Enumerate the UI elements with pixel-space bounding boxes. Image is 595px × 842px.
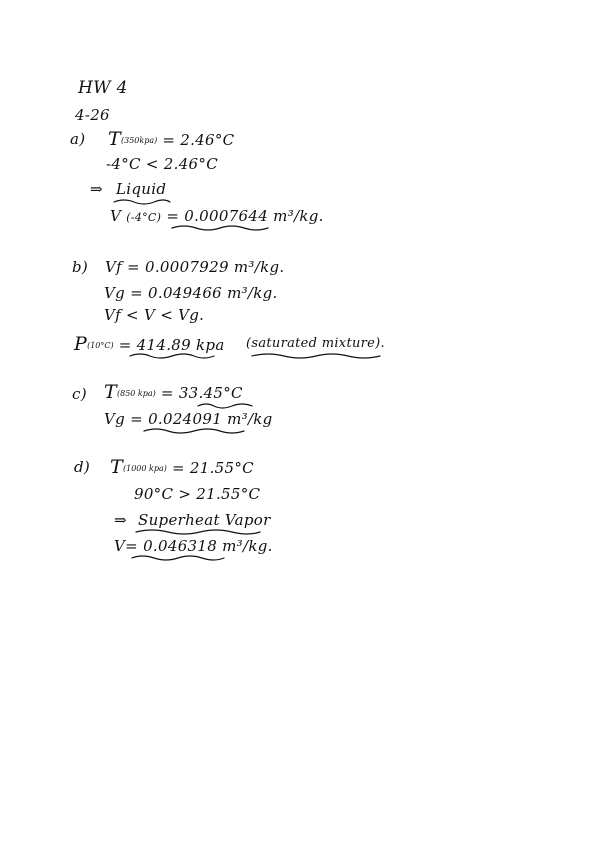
t-symbol: T (110, 456, 123, 478)
t-subscript: (850 kpa) (116, 389, 156, 398)
part-b-label: b) (72, 258, 89, 276)
v-value: 0.046318 (143, 537, 218, 555)
t-symbol: T (108, 128, 121, 150)
homework-title: HW 4 (78, 78, 128, 98)
part-c-vg-underline (142, 427, 246, 435)
v-symbol: V (110, 207, 122, 225)
vg-label: Vg = (104, 410, 143, 428)
v-value: 0.0007644 (184, 207, 269, 225)
vg-value: 0.024091 m³/kg (148, 410, 273, 428)
v-unit: m³/kg. (273, 207, 324, 225)
part-b-state-underline (250, 352, 382, 360)
t-value: 33.45°C (178, 384, 243, 402)
t-subscript: (350kpa) (120, 136, 158, 145)
p-value: 414.89 kpa (136, 336, 225, 354)
part-b-pressure-underline (128, 352, 216, 360)
part-a-comparison: -4°C < 2.46°C (106, 155, 218, 173)
part-a-saturation-temp (108, 130, 234, 150)
part-c-label: c) (72, 385, 87, 403)
t-value: = 2.46°C (162, 131, 235, 149)
v-subscript: (-4°C) (126, 211, 162, 224)
t-subscript: (1000 kpa) (122, 464, 167, 473)
part-d-saturation-temp (110, 458, 254, 478)
part-d-arrow: ⇒ (114, 511, 127, 529)
part-d-label: d) (74, 458, 91, 476)
problem-number: 4-26 (75, 106, 110, 124)
part-d-specific-volume (114, 537, 273, 555)
part-c-saturation-temp (104, 383, 243, 403)
p-symbol: P (74, 333, 88, 355)
v-unit: m³/kg. (222, 537, 273, 555)
part-b-state: (saturated mixture). (246, 336, 385, 351)
part-a-arrow: ⇒ (90, 180, 103, 198)
part-c-vg (104, 410, 273, 428)
t-symbol: T (104, 381, 117, 403)
part-a-volume-underline (170, 224, 270, 232)
part-b-vg: Vg = 0.049466 m³/kg. (104, 284, 278, 302)
part-a-state-underline (112, 198, 172, 206)
part-d-volume-underline (130, 554, 226, 562)
part-c-temp-underline (196, 402, 254, 410)
part-a-label: a) (70, 130, 86, 148)
part-b-vf: Vf = 0.0007929 m³/kg. (105, 258, 285, 276)
part-d-comparison: 90°C > 21.55°C (134, 485, 261, 503)
part-b-comparison: Vf < V < Vg. (104, 306, 205, 324)
part-d-state-underline (134, 528, 262, 536)
part-a-state: Liquid (116, 180, 167, 198)
p-equals: = (118, 336, 132, 354)
t-value: = 21.55°C (171, 459, 254, 477)
p-subscript: (10°C) (87, 341, 114, 350)
v-label: V= (114, 537, 139, 555)
v-equals: = (166, 207, 180, 225)
part-d-state: Superheat Vapor (138, 511, 271, 529)
t-equals: = (160, 384, 174, 402)
